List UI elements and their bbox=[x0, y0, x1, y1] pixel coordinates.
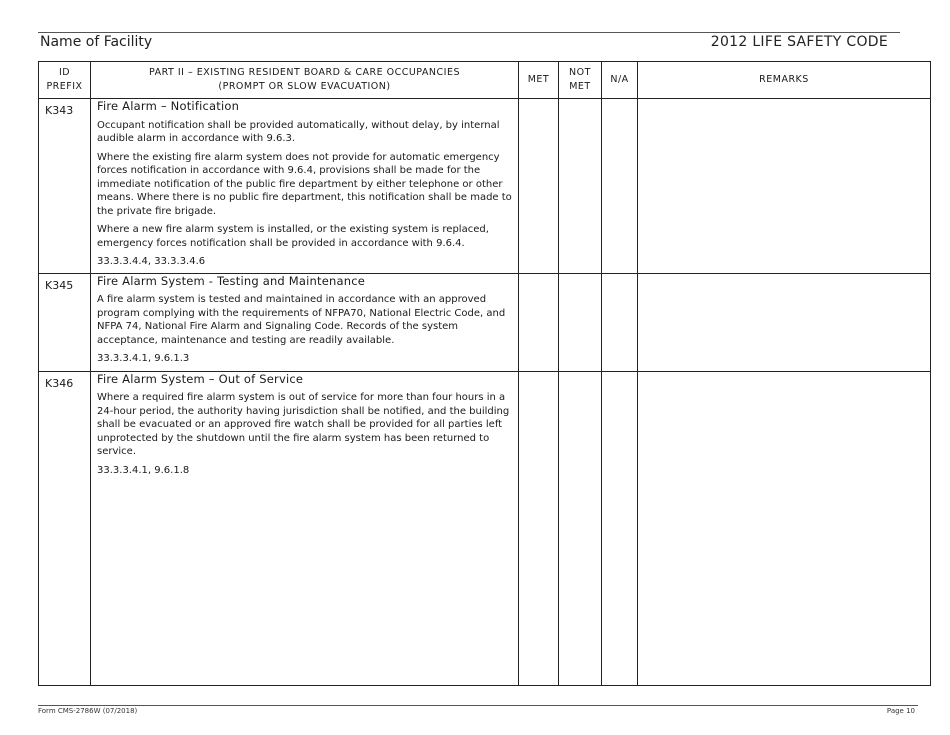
not-met-cell[interactable] bbox=[559, 273, 602, 371]
code-reference: 33.3.3.4.4, 33.3.3.4.6 bbox=[97, 256, 206, 267]
id-prefix-cell: K346 bbox=[39, 371, 91, 686]
id-prefix-header: ID PREFIX bbox=[39, 62, 91, 99]
code-title: 2012 LIFE SAFETY CODE bbox=[710, 34, 888, 50]
na-cell[interactable] bbox=[602, 99, 638, 274]
met-cell[interactable] bbox=[519, 371, 559, 686]
not-met-header: NOT MET bbox=[559, 62, 602, 99]
not-met-cell[interactable] bbox=[559, 371, 602, 686]
part-header: PART II – EXISTING RESIDENT BOARD & CARE OCCUPANCIES (PROMPT OR SLOW EVACUATION) bbox=[91, 62, 519, 99]
page-number: Page 10 bbox=[886, 707, 915, 715]
requirement-text: A fire alarm system is tested and maintained in accordance with an approved program complying with the requirements of NFPA70, National Electric Code, and NFPA 74, National Fire Alarm and Signaling Code. Records of the system acceptance, maintenance and testing are readily available. bbox=[97, 294, 506, 346]
facility-name-label: Name of Facility bbox=[40, 34, 153, 50]
na-cell[interactable] bbox=[602, 371, 638, 686]
code-reference: 33.3.3.4.1, 9.6.1.3 bbox=[97, 353, 190, 364]
requirement-text: Where a new fire alarm system is installed, or the existing system is replaced, emergency forces notification shall be provided in accordance with 9.6.4. bbox=[97, 224, 489, 249]
requirement-title: Fire Alarm System - Testing and Maintenance bbox=[97, 273, 366, 288]
requirement-text: Where the existing fire alarm system does not provide for automatic emergency forces notification in accordance with 9.6.4, provisions shall be made for the immediate notification of the public fire department by either telephone or other means. Where there is no public fire department, this notification shall be made to the private fire brigade. bbox=[97, 151, 512, 217]
remarks-cell[interactable] bbox=[638, 99, 931, 274]
id-prefix-cell: K343 bbox=[39, 99, 91, 274]
requirement-title: Fire Alarm – Notification bbox=[97, 99, 240, 113]
remarks-header: REMARKS bbox=[638, 62, 931, 99]
code-reference: 33.3.3.4.1, 9.6.1.8 bbox=[97, 464, 190, 476]
remarks-cell[interactable] bbox=[638, 273, 931, 371]
table-header-row bbox=[39, 62, 931, 99]
met-header: MET bbox=[519, 62, 559, 99]
requirement-cell bbox=[91, 273, 519, 371]
requirement-cell bbox=[91, 371, 519, 686]
na-header: N/A bbox=[602, 62, 638, 99]
met-cell[interactable] bbox=[519, 273, 559, 371]
requirement-cell bbox=[91, 99, 519, 274]
form-id: Form CMS-2786W (07/2018) bbox=[38, 707, 138, 715]
requirement-text: Occupant notification shall be provided automatically, without delay, by internal audible alarm in accordance with 9.6.3. bbox=[97, 119, 500, 144]
table-row bbox=[39, 273, 931, 371]
table-row bbox=[39, 99, 931, 274]
bottom-rule bbox=[38, 705, 918, 706]
top-rule bbox=[38, 32, 900, 33]
not-met-cell[interactable] bbox=[559, 99, 602, 274]
na-cell[interactable] bbox=[602, 273, 638, 371]
id-prefix-cell: K345 bbox=[39, 273, 91, 371]
table-row bbox=[39, 371, 931, 686]
requirement-text: Where a required fire alarm system is out of service for more than four hours in a 24-hour period, the authority having jurisdiction shall be notified, and the building shall be evacuated or an approved fire watch shall be provided for all parties left unprotected by the shutdown until the fire alarm system has been returned to service. bbox=[97, 392, 510, 457]
met-cell[interactable] bbox=[519, 99, 559, 274]
requirement-title: Fire Alarm System – Out of Service bbox=[97, 371, 304, 386]
inspection-table bbox=[38, 61, 931, 686]
remarks-cell[interactable] bbox=[638, 371, 931, 686]
